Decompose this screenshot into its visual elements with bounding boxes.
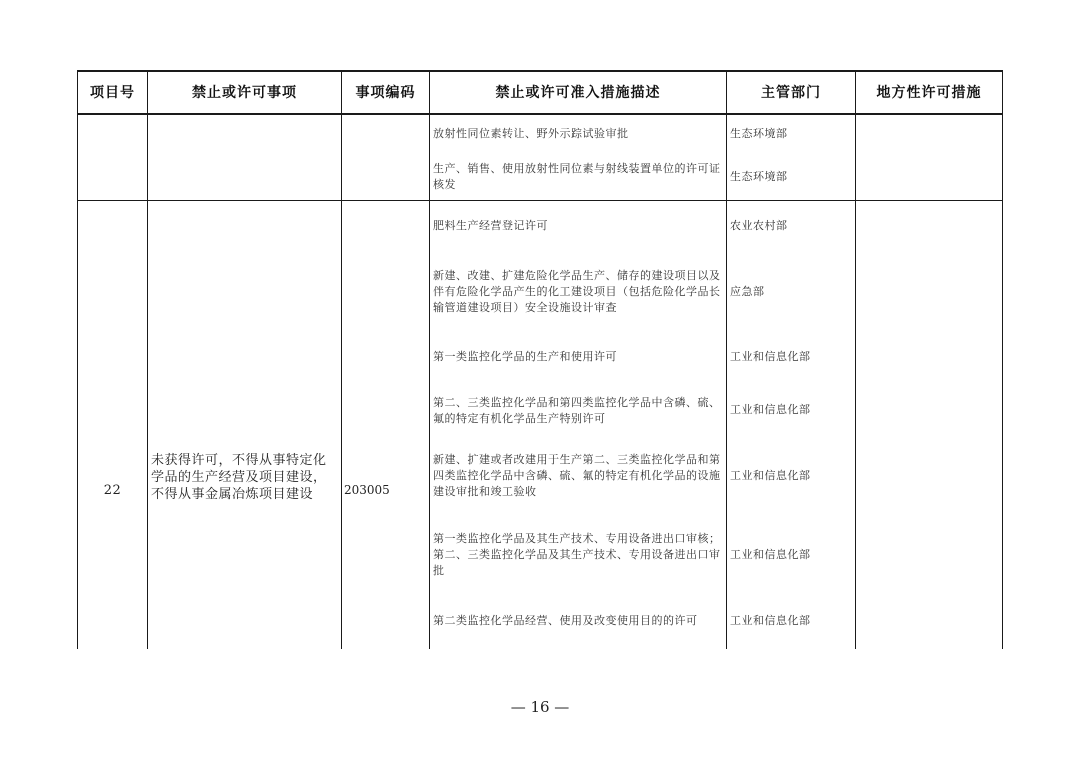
header-local-measure: 地方性许可措施	[876, 85, 982, 101]
item-matter: 未获得许可，不得从事特定化学品的生产经营及项目建设，不得从事金属冶炼项目建设	[151, 453, 327, 502]
header-item-number: 项目号	[90, 85, 135, 101]
column-border	[77, 70, 78, 649]
column-border	[855, 70, 856, 649]
measure-department: 工业和信息化部	[730, 614, 811, 627]
item-number: 22	[103, 483, 122, 498]
row-divider	[77, 200, 1003, 201]
column-border	[429, 70, 430, 649]
measure-department: 工业和信息化部	[730, 350, 811, 363]
measure-department: 应急部	[730, 285, 765, 298]
measure-department: 工业和信息化部	[730, 403, 811, 416]
measure-description: 肥料生产经营登记许可	[433, 219, 548, 232]
measure-description: 生产、销售、使用放射性同位素与射线装置单位的许可证核发	[433, 162, 721, 191]
measure-department: 生态环境部	[730, 170, 788, 183]
measure-description: 第一类监控化学品的生产和使用许可	[433, 350, 617, 363]
header-department: 主管部门	[761, 85, 821, 101]
column-border	[341, 70, 342, 649]
column-border	[726, 70, 727, 649]
header-matter: 禁止或许可事项	[192, 85, 297, 101]
column-border	[147, 70, 148, 649]
item-code: 203005	[344, 483, 390, 497]
column-border	[1002, 70, 1003, 649]
measure-description: 放射性同位素转让、野外示踪试验审批	[433, 127, 629, 140]
measure-department: 工业和信息化部	[730, 548, 811, 561]
measure-description: 新建、扩建或者改建用于生产第二、三类监控化学品和第四类监控化学品中含磷、硫、氟的特定有机化学品的设施建设审批和竣工验收	[433, 453, 721, 498]
measure-description: 第二类监控化学品经营、使用及改变使用目的的许可	[433, 614, 698, 627]
measure-department: 生态环境部	[730, 127, 788, 140]
header-description: 禁止或许可准入措施描述	[495, 85, 661, 101]
measure-description: 第一类监控化学品及其生产技术、专用设备进出口审核；第二、三类监控化学品及其生产技术、专用设备进出口审批	[433, 532, 721, 577]
measure-description: 新建、改建、扩建危险化学品生产、储存的建设项目以及伴有危险化学品产生的化工建设项目（包括危险化学品长输管道建设项目）安全设施设计审查	[433, 269, 721, 314]
measure-description: 第二、三类监控化学品和第四类监控化学品中含磷、硫、氟的特定有机化学品生产特别许可	[433, 396, 721, 425]
header-code: 事项编码	[355, 85, 416, 101]
page-number: — 16 —	[510, 698, 570, 716]
measure-department: 工业和信息化部	[730, 469, 811, 482]
measure-department: 农业农村部	[730, 219, 788, 232]
